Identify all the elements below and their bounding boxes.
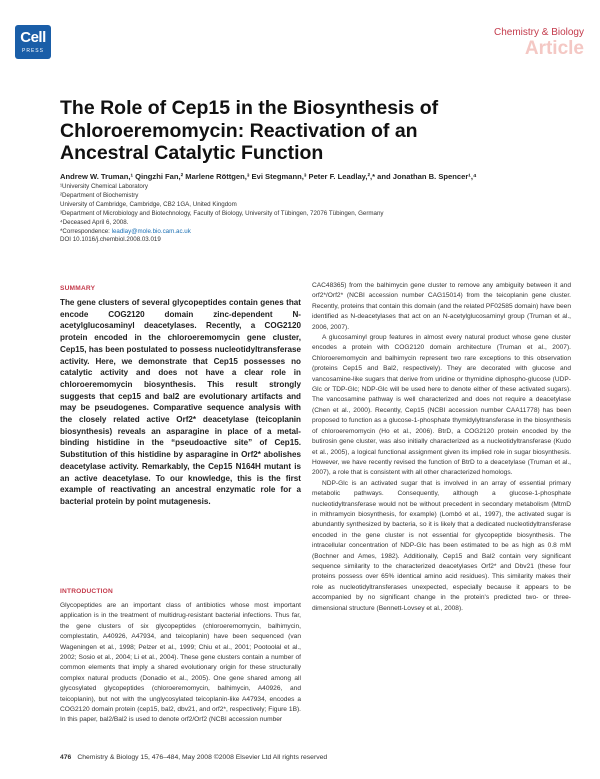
doi-line: DOI 10.1016/j.chembiol.2008.03.019 bbox=[60, 236, 161, 244]
affiliation-line: University of Cambridge, Cambridge, CB2 1GA, United Kingdom bbox=[60, 200, 237, 208]
article-type-label: Article bbox=[524, 38, 584, 59]
footer-citation: Chemistry & Biology 15, 476–484, May 2008 ©2008 Elsevier Ltd All rights reserved bbox=[77, 754, 328, 761]
body-paragraph: NDP-Glc is an activated sugar that is involved in an array of essential primary metabolic pathways. Consequently, although a glucose-1-phosphate nucleotidyltransferase would not be without precedent in secondary metabolism (MtmD in mithramycin biosynthesis, for example) (Lombó et al., 1997), the activated sugar is abundantly synthesized by bacteria, so it is likely that a dedicated nucleotidyltransferase encoded in the gene cluster is not essential for glycopeptide biosynthesis. The intracellular concentration of NDP-Glc has been estimated to be as high as 0.8 mM (Bochner and Ames, 1982). Additionally, Cep15 and Bal2 contain very significant sequence similarity to the characterized deacetylases Orf2* and Dbv21 (these four proteins possess over 65% identical amino acid residues). This similarity makes their role as nucleotidyltransferases unexpected, especially because it appears to be accompanied by no significant change in the protein's predicted two- or three- dimensional structure (Bennett-Lovsey et al., 2008). bbox=[312, 479, 571, 612]
cell-press-logo bbox=[15, 25, 51, 59]
summary-heading: SUMMARY bbox=[60, 285, 96, 292]
journal-name: Chemistry & Biology bbox=[493, 27, 584, 38]
page-number: 476 bbox=[60, 754, 72, 761]
correspondence-label: *Correspondence: bbox=[60, 227, 112, 235]
correspondence-email-link[interactable]: leadlay@mole.bio.cam.ac.uk bbox=[111, 227, 191, 235]
affiliation-line: ³Department of Microbiology and Biotechnology, Faculty of Biology, University of Tübingen, 72076 Tübingen, Germany bbox=[60, 209, 384, 217]
affiliation-line: ¹University Chemical Laboratory bbox=[60, 183, 149, 190]
introduction-heading: INTRODUCTION bbox=[60, 588, 113, 595]
article-title: The Role of Cep15 in the Biosynthesis of Chloroeremomycin: Reactivation of an Ancestral Catalytic Function bbox=[60, 97, 439, 164]
introduction-text: Glycopeptides are an important class of antibiotics whose most important application is in the treatment of multidrug-resistant bacterial infections. Thus far, the gene clusters of six glycopeptides (chloroeremomycin, balhimycin, complestatin, A40926, A47934, and teicoplanin) have been sequenced (van Wageningen et al., 1998; Pelzer et al., 1999; Chiu et al., 2001; Pootoolal et al., 2002; Sosio et al., 2004; Li et al., 2004). These gene clusters contain a number of common elements that imply a shared evolutionary origin for these structurally complex natural products (Donadio et al., 2005). One gene shared among all glycosylated glycopeptides (chloroeremomycin, balhimycin, A40926, and teicoplanin), but not with the unglycosylated teicoplanin-like A47934, encodes a COG2120 domain protein (cep15, bal2, dbv21, and orf2*, respectively; Figure 1B). In this paper, bal2/Bal2 is used to denote orf2/Orf2 (NCBI accession number bbox=[60, 602, 301, 724]
affiliation-line: ²Department of Biochemistry bbox=[60, 191, 139, 199]
affiliations bbox=[60, 183, 575, 245]
logo-main-text: Cell bbox=[20, 29, 46, 46]
affiliation-line: ⁴Deceased April 6, 2008. bbox=[60, 218, 129, 226]
body-paragraph: A glucosaminyl group features in almost every natural product whose gene cluster encodes a protein with COG2120 domain architecture (Truman et al., 2007). Chloroeremomycin and balhimycin represent two rare exceptions to this observation (proteins Cep15 and Bal2, respectively). They are decorated with glucose and vancosamine-like sugars that derive from uridine or thymidine diphospho-glucose (UDP-Glc or TDP-Glc; NDP-Glc will be used here to denote either of these activated sugars). The vancosamine pathway is well characterized and does not require a deacetylase (Chen et al., 2000). Recently, Cep15 (NCBI accession number CAA11778) has been proposed to function as a glucose-1-phosphate thymidylyltransferase in the biosynthesis of chloroeremomycin (Ho et al., 2006). BtrD, a COG2120 protein encoded by the butirosin gene cluster, was also initially characterized as a nucleotidyltransferase (Kudo et al., 2005), a logical functional assignment given its implied role in sugar biosynthesis. However, we have recently revised the function of BtrD to a deacetylase (Truman et al., 2007), a role that is consistent with all other characterized homologs. bbox=[312, 334, 571, 477]
page-footer bbox=[60, 754, 327, 761]
right-column bbox=[312, 281, 571, 614]
logo-sub-text: PRESS bbox=[22, 48, 44, 54]
summary-text: The gene clusters of several glycopeptides contain genes that encode COG2120 domain zinc-dependent N-acetylglucosaminyl deacetylases. Recently, a COG2120 protein encoded in the chloroeremomycin gene cluster, Cep15, has been postulated to possess nucleotidyltransferase activity. Here, we demonstrate that Cep15 possesses no catalytic activity and does not have a clear role in chloroeremomycin biosynthesis. This result strongly suggests that cep15 and bal2 are evolutionary artifacts and may be pseudogenes. Comparative sequence analysis with the closely related active Orf2* deacetylase (teicoplanin biosynthesis) reveals an asparagine in place of a metal-binding histidine in the “pseudoactive site” of Cep15. Substitution of this histidine by asparagine in Orf2* abolishes deacetylase activity. Remarkably, the Cep15 N164H mutant is an active deacetylase. To our knowledge, this is the first example of reactivating an ancestral enzymatic role for a bacterial protein by point mutagenesis. bbox=[60, 298, 301, 506]
author-list: Andrew W. Truman,¹ Qingzhi Fan,² Marlene Röttgen,³ Evi Stegmann,³ Peter F. Leadlay,²,* and Jonathan B. Spencer¹,⁴ bbox=[60, 172, 477, 181]
body-paragraph: CAC48365) from the balhimycin gene cluster to remove any ambiguity between it and orf2*/Orf2* (NCBI accession number CAG15014) from the teicoplanin gene cluster. Recently, proteins that contain this domain (and the related PF02585 domain) have been identified as N-deacetylases that act on an N-acetylglucosaminyl group (Truman et al., 2006, 2007). bbox=[312, 282, 571, 331]
correspondence-line bbox=[60, 228, 575, 237]
